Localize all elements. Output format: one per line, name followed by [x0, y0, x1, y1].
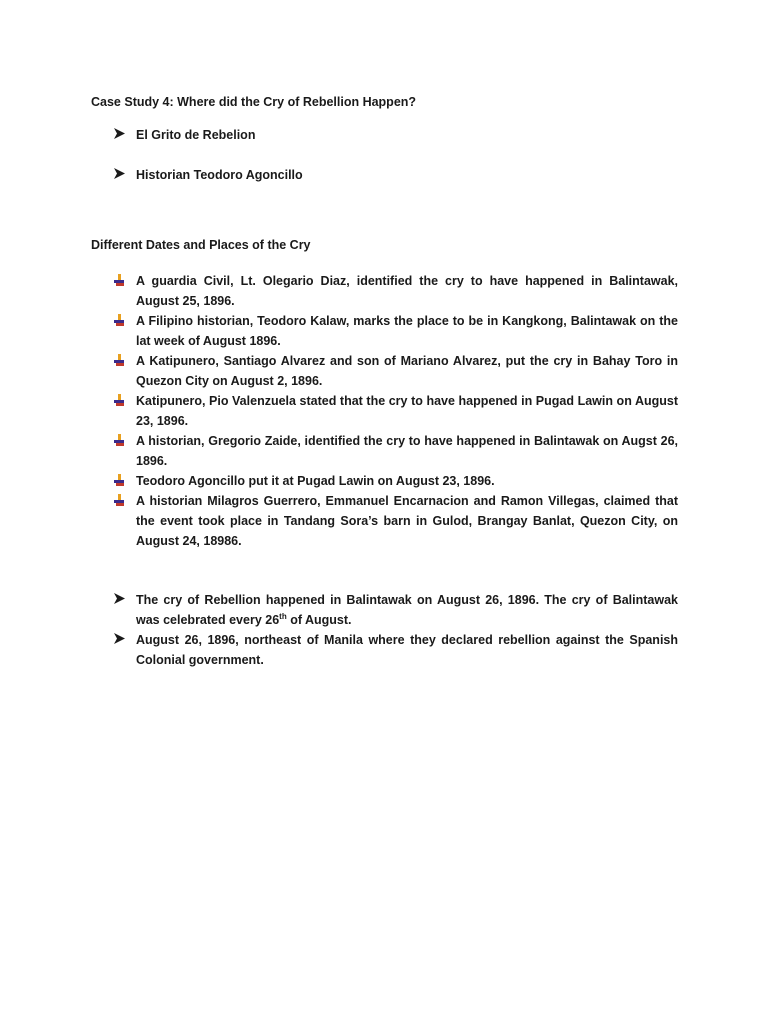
list-item-text: A historian Milagros Guerrero, Emmanuel Encarnacion and Ramon Villegas, claimed that the event took place in Tandang Sora’s barn in Gulod, Brangay Banlat, Quezon City, on August 24, 18986. [136, 494, 678, 548]
top-point-text: El Grito de Rebelion [136, 128, 256, 142]
case-study-heading: Case Study 4: Where did the Cry of Rebellion Happen? [91, 95, 417, 109]
list-item [113, 491, 678, 551]
conclusion-main: The cry of Rebellion happened in Balintawak on August 26, 1896. The cry of Balintawak was celebrated every 26 [136, 593, 678, 627]
list-item-text: A guardia Civil, Lt. Olegario Diaz, identified the cry to have happened in Balintawak, August 25, 1896. [136, 274, 678, 308]
hand-pointer-bullet-icon [113, 491, 136, 509]
list-item [113, 431, 678, 471]
top-point-text: Historian Teodoro Agoncillo [136, 168, 303, 182]
arrowhead-bullet-icon [91, 630, 136, 644]
hand-pointer-bullet-icon [113, 391, 136, 409]
hand-pointer-bullet-icon [113, 471, 136, 489]
hand-pointer-bullet-icon [113, 351, 136, 369]
conclusion-point-manila [91, 630, 678, 670]
hand-pointer-bullet-icon [113, 311, 136, 329]
conclusion-point-balintawak [91, 590, 678, 630]
top-point-agoncillo [91, 165, 678, 185]
conclusion-text [136, 590, 678, 630]
arrowhead-bullet-icon [91, 125, 136, 139]
list-item [113, 471, 678, 491]
hand-pointer-bullet-icon [113, 271, 136, 289]
list-item [113, 271, 678, 311]
dates-places-heading: Different Dates and Places of the Cry [91, 238, 311, 252]
list-item-text: A Katipunero, Santiago Alvarez and son of Mariano Alvarez, put the cry in Bahay Toro in Quezon City on August 2, 1896. [136, 354, 678, 388]
hand-pointer-bullet-icon [113, 431, 136, 449]
dates-list [113, 271, 678, 551]
ordinal-suffix: th [279, 611, 287, 621]
arrowhead-bullet-icon [91, 165, 136, 179]
list-item-text: A Filipino historian, Teodoro Kalaw, marks the place to be in Kangkong, Balintawak on the lat week of August 1896. [136, 314, 678, 348]
list-item-text: Katipunero, Pio Valenzuela stated that the cry to have happened in Pugad Lawin on August 23, 1896. [136, 394, 678, 428]
list-item [113, 351, 678, 391]
list-item-text: Teodoro Agoncillo put it at Pugad Lawin on August 23, 1896. [136, 474, 495, 488]
list-item [113, 311, 678, 351]
top-point-grito [91, 125, 678, 145]
arrowhead-bullet-icon [91, 590, 136, 604]
list-item [113, 391, 678, 431]
list-item-text: A historian, Gregorio Zaide, identified the cry to have happened in Balintawak on Augst 26, 1896. [136, 434, 678, 468]
conclusion-text: August 26, 1896, northeast of Manila where they declared rebellion against the Spanish Colonial government. [136, 633, 678, 667]
conclusion-end: of August. [286, 613, 352, 627]
